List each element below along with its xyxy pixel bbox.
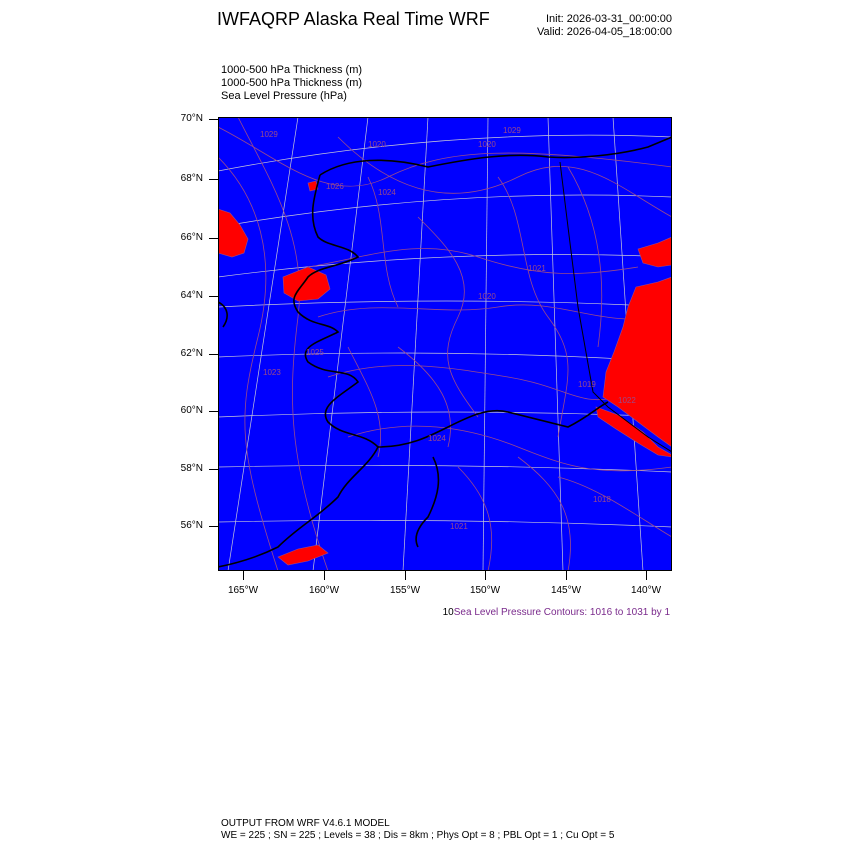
lat-label-70: 70°N <box>180 113 203 124</box>
lat-tick <box>209 526 218 527</box>
lat-tick <box>209 238 218 239</box>
lon-label-150: 150°W <box>469 585 501 596</box>
isobar-label: 1026 <box>326 182 344 191</box>
lon-label-165: 165°W <box>227 585 259 596</box>
lat-tick <box>209 179 218 180</box>
isobar-label: 1022 <box>618 396 636 405</box>
isobar-label: 1018 <box>593 495 611 504</box>
lon-tick <box>324 571 325 580</box>
isobar-label: 1020 <box>478 292 496 301</box>
lon-tick <box>646 571 647 580</box>
footer-config: WE = 225 ; SN = 225 ; Levels = 38 ; Dis = 8km ; Phys Opt = 8 ; PBL Opt = 1 ; Cu Opt = 5 <box>221 830 615 841</box>
lat-label-58: 58°N <box>180 463 203 474</box>
isobar-label: 1023 <box>263 368 281 377</box>
isobar-label: 1020 <box>368 140 386 149</box>
isobar-label: 1024 <box>428 434 446 443</box>
lat-label-66: 66°N <box>180 232 203 243</box>
lat-tick <box>209 469 218 470</box>
lon-label-140: 140°W <box>630 585 662 596</box>
footer <box>221 818 614 842</box>
isobar-label: 1019 <box>578 380 596 389</box>
lat-tick <box>209 119 218 120</box>
contour-note <box>443 607 670 618</box>
lat-label-62: 62°N <box>180 348 203 359</box>
lon-tick <box>485 571 486 580</box>
lon-label-145: 145°W <box>550 585 582 596</box>
isobar-label: 1029 <box>503 126 521 135</box>
isobar-label: 1021 <box>528 264 546 273</box>
time-info <box>537 13 672 39</box>
lat-tick <box>209 296 218 297</box>
lat-tick <box>209 354 218 355</box>
isobar-label: 1020 <box>478 140 496 149</box>
lon-label-155: 155°W <box>389 585 421 596</box>
field-list <box>221 64 362 103</box>
lon-tick <box>566 571 567 580</box>
lat-label-60: 60°N <box>180 405 203 416</box>
lon-tick <box>243 571 244 580</box>
lon-tick <box>405 571 406 580</box>
lat-label-56: 56°N <box>180 520 203 531</box>
map-panel <box>218 117 672 571</box>
isobar-label: 1024 <box>378 188 396 197</box>
lat-label-68: 68°N <box>180 173 203 184</box>
field-thickness-2: 1000-500 hPa Thickness (m) <box>221 77 363 89</box>
footer-model: OUTPUT FROM WRF V4.6.1 MODEL <box>221 818 390 829</box>
lon-label-160: 160°W <box>308 585 340 596</box>
contour-note-left: 10 <box>442 607 454 618</box>
contour-note-right: Sea Level Pressure Contours: 1016 to 1031 by 1 <box>453 607 670 618</box>
isobar-label: 1021 <box>450 522 468 531</box>
isobar-label: 1025 <box>306 348 324 357</box>
valid-time: Valid: 2026-04-05_18:00:00 <box>537 26 672 38</box>
isobar-label: 1029 <box>260 130 278 139</box>
map-svg <box>218 117 672 571</box>
lat-tick <box>209 411 218 412</box>
lat-label-64: 64°N <box>180 290 203 301</box>
init-time: Init: 2026-03-31_00:00:00 <box>546 13 672 25</box>
field-slp: Sea Level Pressure (hPa) <box>221 90 347 102</box>
field-thickness-1: 1000-500 hPa Thickness (m) <box>221 64 363 76</box>
chart-title: IWFAQRP Alaska Real Time WRF <box>217 9 490 29</box>
